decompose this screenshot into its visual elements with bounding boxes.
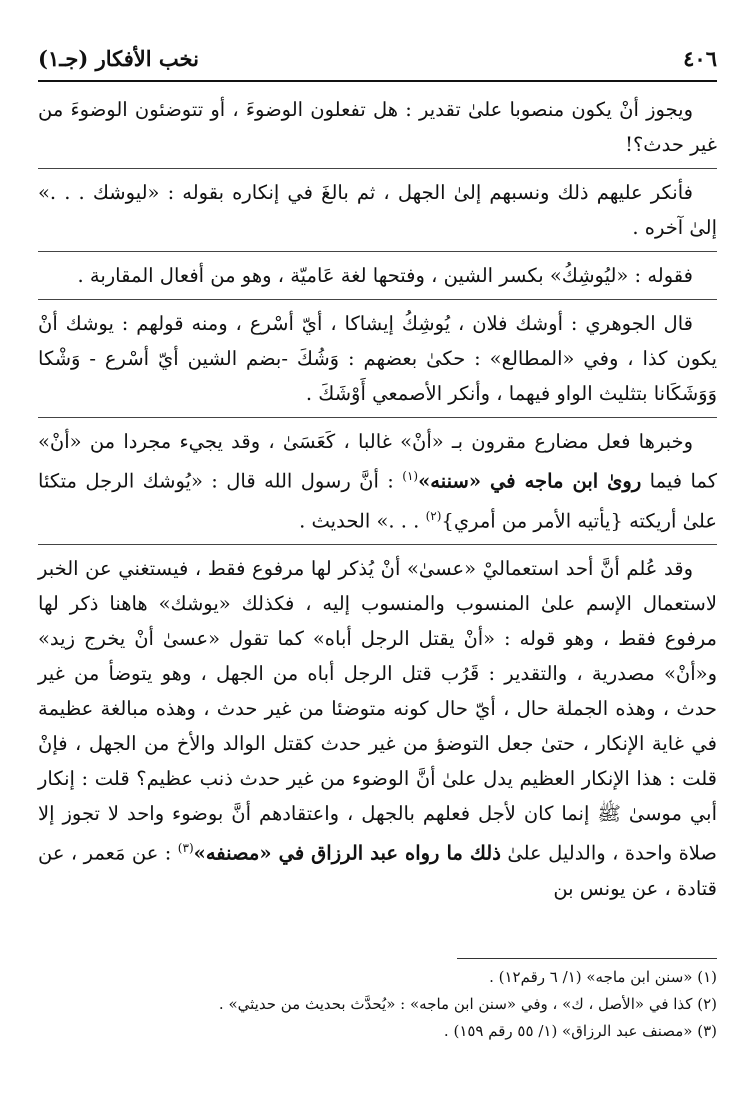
separator-4	[38, 417, 717, 418]
header-rule	[38, 80, 717, 82]
footnote-3: (٣) «مصنف عبد الرزاق» (١/ ٥٥ رقم ١٥٩) .	[443, 1022, 717, 1040]
main-text	[38, 92, 717, 912]
page-number: ٤٠٦	[683, 45, 717, 71]
paragraph-1: ويجوز أنْ يكون منصوبا علىٰ تقدير : هل تفعلون الوضوءَ ، أو تتوضئون الوضوءَ من غير حدث؟!	[38, 98, 717, 156]
footnotes	[38, 964, 717, 1045]
separator-3	[38, 299, 717, 300]
paragraph-5	[38, 424, 717, 538]
book-title: نخب الأفكار (جـ١)	[38, 45, 199, 71]
footnote-1: (١) «سنن ابن ماجه» (١/ ٦ رقم١٢) .	[489, 968, 717, 986]
paragraph-4: قال الجوهري : أوشك فلان ، يُوشِكُ إيشاكا ، أيّ أسْرع ، ومنه قولهم : يوشك أنْ يكون كذا ، وفي «المطالع» : حكىٰ بعضهم : وَشُكَ -بضم الشين أيّ أسْرع - وَشْكا وَوَشَكَانا بتثليث الواو فيهما ، وأنكر الأصمعي أَوْشَكَ .	[38, 312, 717, 405]
footnote-ref-1[interactable]: (١)	[402, 469, 419, 483]
footnote-rule	[457, 958, 717, 959]
footnote-ref-2[interactable]: (٢)	[425, 508, 442, 523]
running-header	[38, 40, 717, 76]
paragraph-5-text-c: . . .» الحديث .	[299, 509, 420, 532]
paragraph-6-text: وقد عُلم أنَّ أحد استعماليْ «عسىٰ» أنْ يُذكر لها مرفوع فقط ، فيستغني عن الخبر لاستعمال الإسم علىٰ المنسوب والمنسوب إليه ، فكذلك «يوشك» هاهنا ذكر لها مرفوع فقط ، وهو قوله : «أنْ يقتل الرجل أباه» كما تقول «عسىٰ أنْ يخرج زيد» و«أنْ» مصدرية ، والتقدير : قَرُب قتل الرجل أباه من الجهل ، وهو يتوضأ من غير حدث ، وهذه الجملة حال ، أيّ حال كونه متوضئا من غير حدث ، وهذه مبالغة عظيمة في غاية الإنكار ، حتىٰ جعل التوضؤ من غير حدث كقتل الوالد والأخ من الجهل ، فإنْ قلت : هذا الإنكار العظيم يدل علىٰ أنَّ الوضوء من غير حدث ذنب عظيم؟ قلت : إنكار أبي موسىٰ ﷺ إنما كان لأجل فعلهم بالجهل ، واعتقادهم أنَّ بوضوء واحد لا تجوز إلا صلاة واحدة ، والدليل علىٰ	[38, 557, 717, 865]
paragraph-2: فأنكر عليهم ذلك ونسبهم إلىٰ الجهل ، ثم بالغَ في إنكاره بقوله : «ليوشك . . .» إلىٰ آخره .	[38, 181, 717, 239]
separator-5	[38, 544, 717, 545]
footnote-ref-3[interactable]: (٣)	[177, 841, 194, 855]
paragraph-6	[38, 551, 717, 906]
separator-2	[38, 251, 717, 252]
paragraph-3: فقوله : «ليُوشِكُ» بكسر الشين ، وفتحها لغة عَاميّة ، وهو من أفعال المقاربة .	[77, 264, 693, 287]
footnote-2: (٢) كذا في «الأصل ، ك» ، وفي «سنن ابن ماجه» : «يُحدَّث بحديث من حديثي» .	[218, 995, 717, 1013]
separator-1	[38, 168, 717, 169]
paragraph-5-text-a: وخبرها فعل مضارع مقرون بـ «أنْ» غالبا ، كَعَسَىٰ ، وقد يجيء مجردا من «أنْ» كما فيما	[38, 430, 717, 493]
paragraph-6-source: ذلك ما رواه عبد الرزاق في «مصنفه»	[193, 841, 501, 865]
paragraph-6-tail: : عن مَعمر ، عن قتادة ، عن يونس بن	[38, 841, 717, 900]
paragraph-5-text-b: : أنَّ رسول الله قال : «يُوشك الرجل متكئا علىٰ أريكته {يأتيه الأمر من أمري}	[38, 469, 717, 532]
paragraph-5-source: روىٰ ابن ماجه في «سننه»	[418, 469, 642, 493]
